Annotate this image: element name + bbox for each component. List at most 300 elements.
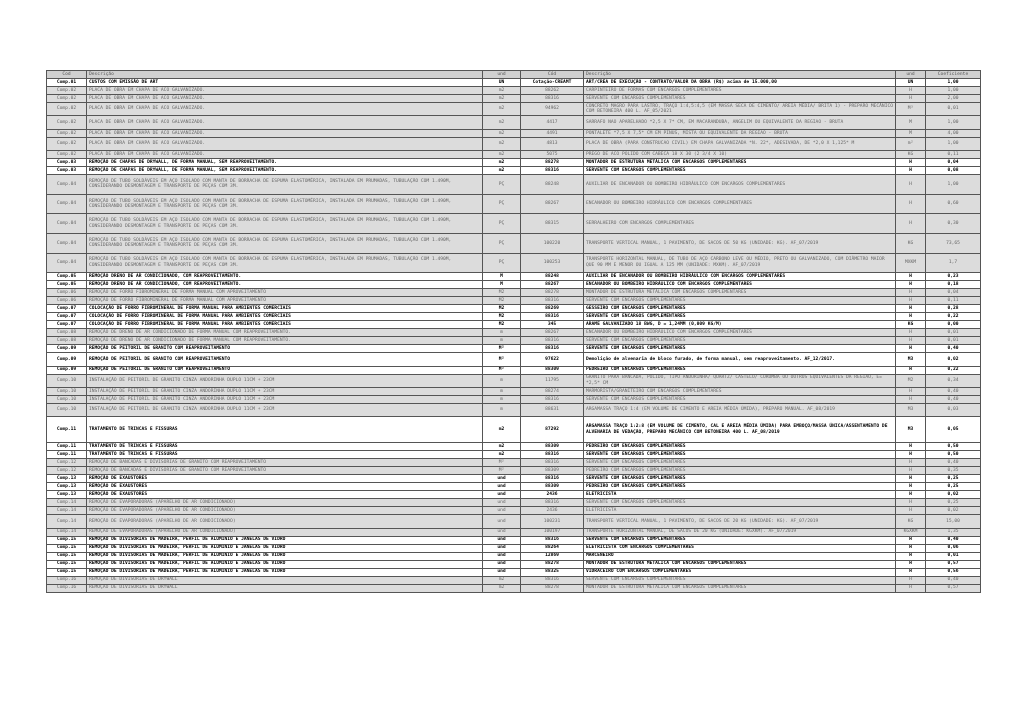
cell-item-code: 88309 bbox=[521, 483, 584, 491]
table-row bbox=[47, 366, 981, 374]
header-descricao: Descrição bbox=[87, 71, 483, 79]
cell-code: Comp.02 bbox=[47, 137, 87, 150]
table-row bbox=[47, 515, 981, 528]
cell-unit: PÇ bbox=[483, 233, 521, 253]
cell-item-description: TRANSPORTE VERTICAL MANUAL, 1 PAVIMENTO, DE SACOS DE 50 KG (UNIDADE: KG). AF_07/2019 bbox=[584, 233, 896, 253]
cell-code: Comp.06 bbox=[47, 289, 87, 297]
cell-code: Comp.11 bbox=[47, 417, 87, 443]
table-row bbox=[47, 584, 981, 592]
cell-item-description: PEDREIRO COM ENCARGOS COMPLEMENTARES bbox=[584, 467, 896, 475]
cell-code: Comp.02 bbox=[47, 116, 87, 129]
table-row bbox=[47, 491, 981, 499]
cell-unit: m2 bbox=[483, 443, 521, 451]
cell-item-description: MONTADOR DE ESTRUTURA METÁLICA COM ENCARGOS COMPLEMENTARES bbox=[584, 584, 896, 592]
cell-item-code: 97622 bbox=[521, 353, 584, 366]
cell-coefficient: 1,7 bbox=[926, 253, 981, 273]
cell-coefficient: 0,11 bbox=[926, 297, 981, 305]
cell-code: Comp.08 bbox=[47, 337, 87, 345]
cell-unit: M2 bbox=[483, 321, 521, 329]
cell-description: REMOÇÃO DE EVAPORADORAS (APARELHO DE AR CONDICIONADO) bbox=[87, 499, 483, 507]
cell-item-code: 88278 bbox=[521, 584, 584, 592]
cell-item-description: ELETRICISTA COM ENCARGOS COMPLEMENTARES bbox=[584, 544, 896, 552]
cell-item-code: 88262 bbox=[521, 87, 584, 95]
cell-description: REMOÇÃO DE EXAUSTORES bbox=[87, 475, 483, 483]
cell-code: Comp.05 bbox=[47, 281, 87, 289]
cell-item-code: 88325 bbox=[521, 568, 584, 576]
cell-item-unit: H bbox=[896, 87, 926, 95]
header-row bbox=[47, 71, 981, 79]
cell-item-unit: H bbox=[896, 281, 926, 289]
cell-item-unit: KG bbox=[896, 321, 926, 329]
cell-item-unit: H bbox=[896, 345, 926, 353]
cell-item-unit: H bbox=[896, 305, 926, 313]
cell-unit: m2 bbox=[483, 576, 521, 584]
cell-code: Comp.07 bbox=[47, 305, 87, 313]
cell-item-unit: H bbox=[896, 395, 926, 403]
cell-item-description: VIDRACEIRO COM ENCARGOS COMPLEMENTARES bbox=[584, 568, 896, 576]
cell-coefficient: 0,57 bbox=[926, 584, 981, 592]
table-row bbox=[47, 305, 981, 313]
cell-item-code: 88316 bbox=[521, 536, 584, 544]
table-row bbox=[47, 116, 981, 129]
table-row bbox=[47, 576, 981, 584]
cell-code: Comp.09 bbox=[47, 345, 87, 353]
cell-item-code: 2436 bbox=[521, 491, 584, 499]
cell-unit: m2 bbox=[483, 116, 521, 129]
table-row bbox=[47, 536, 981, 544]
cell-unit: m2 bbox=[483, 129, 521, 137]
cell-code: Comp.04 bbox=[47, 214, 87, 234]
cell-item-description: PEDREIRO COM ENCARGOS COMPLEMENTARES bbox=[584, 483, 896, 491]
cell-code: Comp.09 bbox=[47, 366, 87, 374]
cell-unit: und bbox=[483, 544, 521, 552]
table-row bbox=[47, 499, 981, 507]
cell-coefficient: 0,04 bbox=[926, 159, 981, 167]
header-insumo-descricao: Descrição bbox=[584, 71, 896, 79]
header-coeficiente: Coeficiente bbox=[926, 71, 981, 79]
cell-unit: UN bbox=[483, 79, 521, 87]
cell-item-description: SERVENTE COM ENCARGOS COMPLEMENTARES bbox=[584, 313, 896, 321]
cell-item-code: 345 bbox=[521, 321, 584, 329]
cell-description: REMOÇÃO DE CHAPAS DE DRYWALL, DE FORMA MANUAL, SEM REAPROVEITAMENTO. bbox=[87, 159, 483, 167]
cell-coefficient: 1,00 bbox=[926, 175, 981, 195]
cell-description: COLOCAÇÃO DE FORRO FIBROMINERAL DE FORMA MANUAL PARA AMBIENTES COMERCIAIS bbox=[87, 313, 483, 321]
table-row bbox=[47, 273, 981, 281]
cell-item-code: 88278 bbox=[521, 289, 584, 297]
table-row bbox=[47, 467, 981, 475]
cell-coefficient: 15,00 bbox=[926, 515, 981, 528]
cell-code: Comp.03 bbox=[47, 159, 87, 167]
cell-item-description: GESSEIRO COM ENCARGOS COMPLEMENTARES bbox=[584, 305, 896, 313]
cell-item-unit: H bbox=[896, 289, 926, 297]
cell-item-description: ENCANADOR OU BOMBEIRO HIDRÁULICO COM ENCARGOS COMPLEMENTARES bbox=[584, 281, 896, 289]
cell-coefficient: 0,57 bbox=[926, 560, 981, 568]
cell-unit: und bbox=[483, 568, 521, 576]
cell-item-unit: UN bbox=[896, 79, 926, 87]
cell-code: Comp.01 bbox=[47, 79, 87, 87]
cell-code: Comp.11 bbox=[47, 443, 87, 451]
cell-description: REMOÇÃO DE PEITORIL DE GRANITO COM REAPROVEITAMENTO bbox=[87, 345, 483, 353]
cell-item-description: CARPINTEIRO DE FORMAS COM ENCARGOS COMPLEMENTARES bbox=[584, 87, 896, 95]
cell-coefficient: 0,25 bbox=[926, 483, 981, 491]
table-row bbox=[47, 345, 981, 353]
cell-item-unit: H bbox=[896, 576, 926, 584]
cell-description: REMOÇÃO DE DIVISÓRIAS DE MADEIRA, PERFIL DE ALUMINIO E JANELAS DE VIDRO bbox=[87, 568, 483, 576]
table-row bbox=[47, 552, 981, 560]
cell-unit: und bbox=[483, 552, 521, 560]
cell-item-unit: M bbox=[896, 129, 926, 137]
cell-item-description: AUXILIAR DE ENCANADOR OU BOMBEIRO HIDRÁULICO COM ENCARGOS COMPLEMENTARES bbox=[584, 175, 896, 195]
table-row bbox=[47, 337, 981, 345]
cell-unit: PÇ bbox=[483, 194, 521, 214]
cell-item-unit: M³ bbox=[896, 103, 926, 116]
cell-item-unit: KG bbox=[896, 515, 926, 528]
cell-unit: m2 bbox=[483, 151, 521, 159]
cell-item-description: PEDREIRO COM ENCARGOS COMPLEMENTARES bbox=[584, 443, 896, 451]
cell-coefficient: 0,35 bbox=[926, 467, 981, 475]
cell-item-unit: H bbox=[896, 584, 926, 592]
cell-item-unit: H bbox=[896, 366, 926, 374]
cell-unit: m2 bbox=[483, 417, 521, 443]
table-row bbox=[47, 475, 981, 483]
cell-item-unit: KG bbox=[896, 233, 926, 253]
cell-code: Comp.15 bbox=[47, 568, 87, 576]
cell-unit: m2 bbox=[483, 584, 521, 592]
cell-unit: M bbox=[483, 281, 521, 289]
cell-item-unit: m² bbox=[896, 137, 926, 150]
cell-description: PLACA DE OBRA EM CHAPA DE ACO GALVANIZADO. bbox=[87, 95, 483, 103]
cell-item-code: 88316 bbox=[521, 499, 584, 507]
cell-unit: M2 bbox=[483, 297, 521, 305]
cell-item-unit: H bbox=[896, 337, 926, 345]
cell-item-description: TRANSPORTE HORIZONTAL MANUAL, DE TUBO DE AÇO CARBONO LEVE OU MÉDIO, PRETO OU GALVANIZADO, COM DIÂMETRO MAIOR QUE 90 MM E MENOR OU IGUAL A 125 MM (UNIDADE: MXKM). AF_07/2019 bbox=[584, 253, 896, 273]
cell-item-description: ART/CREA DE EXECUÇÃO - CONTRATO/VALOR DA OBRA (R$) acima de 15.000,00 bbox=[584, 79, 896, 87]
cell-item-unit: H bbox=[896, 451, 926, 459]
cell-item-description: ARAME GALVANIZADO 18 BWG, D = 1,24MM (0,009 KG/M) bbox=[584, 321, 896, 329]
table-row bbox=[47, 297, 981, 305]
cell-coefficient: 0,01 bbox=[926, 552, 981, 560]
cell-item-unit: H bbox=[896, 95, 926, 103]
cell-coefficient: 0,18 bbox=[926, 281, 981, 289]
cell-code: Comp.12 bbox=[47, 459, 87, 467]
cell-item-unit: H bbox=[896, 475, 926, 483]
cell-item-code: 94962 bbox=[521, 103, 584, 116]
cell-description: REMOÇÃO DE EVAPORADORAS (APARELHO DE AR CONDICIONADO) bbox=[87, 507, 483, 515]
cell-item-code: 88267 bbox=[521, 194, 584, 214]
table-row bbox=[47, 483, 981, 491]
cell-item-description: MONTADOR DE ESTRUTURA METÁLICA COM ENCARGOS COMPLEMENTARES bbox=[584, 560, 896, 568]
cell-item-code: 88316 bbox=[521, 313, 584, 321]
cell-coefficient: 0,11 bbox=[926, 151, 981, 159]
table-row bbox=[47, 281, 981, 289]
cell-unit: m2 bbox=[483, 159, 521, 167]
table-row bbox=[47, 194, 981, 214]
cell-unit: M² bbox=[483, 366, 521, 374]
cell-description: INSTALAÇÃO DE PEITORIL DE GRANITO CINZA ANDORINHA DUPLO 11CM + 23CM bbox=[87, 403, 483, 416]
cell-description: PLACA DE OBRA EM CHAPA DE ACO GALVANIZADO. bbox=[87, 129, 483, 137]
cell-unit: m2 bbox=[483, 103, 521, 116]
cell-item-unit: H bbox=[896, 459, 926, 467]
cell-description: REMOÇÃO DE TUBO SOLDÁVEIS EM AÇO ISOLADO COM MANTA DE BORRACHA DE ESPUMA ELASTOMÉRICA, INSTALADA EM PRUMADAS, TUBULAÇÃO COM 1.490M, CONSIDERANDO DESMONTAGEM E TRANSPORTE DE PEÇAS COM 3M. bbox=[87, 233, 483, 253]
cell-unit: PÇ bbox=[483, 253, 521, 273]
cell-item-code: 88274 bbox=[521, 387, 584, 395]
cell-coefficient: 0,56 bbox=[926, 568, 981, 576]
cell-code: Comp.14 bbox=[47, 507, 87, 515]
cell-code: Comp.04 bbox=[47, 253, 87, 273]
cell-description: TRATAMENTO DE TRINCAS E FISSURAS bbox=[87, 451, 483, 459]
cell-item-unit: H bbox=[896, 544, 926, 552]
cell-item-description: PREGO DE ACO POLIDO COM CABECA 18 X 30 (2 3/4 X 10) bbox=[584, 151, 896, 159]
table-row bbox=[47, 95, 981, 103]
cell-unit: m bbox=[483, 387, 521, 395]
cell-item-description: SERVENTE COM ENCARGOS COMPLEMENTARES bbox=[584, 576, 896, 584]
cell-description: REMOÇÃO DRENO DE AR CONDICIONADO, COM REAPROVEITAMENTO. bbox=[87, 281, 483, 289]
cell-item-unit: H bbox=[896, 297, 926, 305]
cell-item-code: 88309 bbox=[521, 366, 584, 374]
table-row bbox=[47, 167, 981, 175]
cell-code: Comp.04 bbox=[47, 194, 87, 214]
table-row bbox=[47, 353, 981, 366]
cell-item-code: 87292 bbox=[521, 417, 584, 443]
cell-description: REMOÇÃO DE BANCADAS E DIVISÓRIAS DE GRANITO COM REAPROVEITAMENTO bbox=[87, 467, 483, 475]
cell-code: Comp.06 bbox=[47, 297, 87, 305]
cell-unit: und bbox=[483, 528, 521, 536]
cell-coefficient: 0,22 bbox=[926, 366, 981, 374]
cell-code: Comp.13 bbox=[47, 491, 87, 499]
cell-code: Comp.08 bbox=[47, 329, 87, 337]
cell-item-unit: H bbox=[896, 273, 926, 281]
cell-unit: und bbox=[483, 483, 521, 491]
header-und: und bbox=[483, 71, 521, 79]
cell-item-code: 88316 bbox=[521, 475, 584, 483]
cell-coefficient: 0,01 bbox=[926, 337, 981, 345]
cell-description: PLACA DE OBRA EM CHAPA DE ACO GALVANIZADO. bbox=[87, 137, 483, 150]
cell-unit: M bbox=[483, 273, 521, 281]
cell-item-unit: H bbox=[896, 167, 926, 175]
cell-coefficient: 0,02 bbox=[926, 507, 981, 515]
cell-item-description: MARCENEIRO bbox=[584, 552, 896, 560]
cell-code: Comp.04 bbox=[47, 233, 87, 253]
cell-coefficient: 0,05 bbox=[926, 417, 981, 443]
cell-item-description: SERVENTE COM ENCARGOS COMPLEMENTARES bbox=[584, 451, 896, 459]
cell-item-code: 88269 bbox=[521, 305, 584, 313]
cell-code: Comp.03 bbox=[47, 167, 87, 175]
cell-coefficient: 0,25 bbox=[926, 475, 981, 483]
cell-code: Comp.02 bbox=[47, 95, 87, 103]
cell-coefficient: 1,00 bbox=[926, 116, 981, 129]
cell-item-description: ARGAMASSA TRAÇO 1:2:8 (EM VOLUME DE CIMENTO, CAL E AREIA MÉDIA ÚMIDA) PARA EMBOÇO/MASSA ÚNICA/ASSENTAMENTO DE ALVENARIA DE VEDAÇÃO, PREPARO MECÂNICO COM BETONEIRA 400 L. AF_08/2019 bbox=[584, 417, 896, 443]
cell-coefficient: 0,40 bbox=[926, 576, 981, 584]
cell-item-code: 4813 bbox=[521, 137, 584, 150]
cell-item-code: 88316 bbox=[521, 345, 584, 353]
cell-coefficient: 0,25 bbox=[926, 499, 981, 507]
table-row bbox=[47, 459, 981, 467]
table-row bbox=[47, 79, 981, 87]
composition-table bbox=[46, 70, 981, 593]
cell-item-unit: H bbox=[896, 507, 926, 515]
cell-description: REMOÇÃO DE PEITORIL DE GRANITO COM REAPROVEITAMENTO bbox=[87, 353, 483, 366]
cell-item-code: 88248 bbox=[521, 175, 584, 195]
cell-unit: m2 bbox=[483, 95, 521, 103]
table-row bbox=[47, 528, 981, 536]
cell-description: TRATAMENTO DE TRINCAS E FISSURAS bbox=[87, 443, 483, 451]
cell-coefficient: 0,00 bbox=[926, 321, 981, 329]
table-row bbox=[47, 568, 981, 576]
cell-item-code: 88315 bbox=[521, 214, 584, 234]
cell-item-code: 100231 bbox=[521, 515, 584, 528]
cell-coefficient: 73,65 bbox=[926, 233, 981, 253]
cell-code: Comp.02 bbox=[47, 87, 87, 95]
cell-item-unit: H bbox=[896, 536, 926, 544]
cell-coefficient: 0,04 bbox=[926, 289, 981, 297]
cell-description: INSTALAÇÃO DE PEITORIL DE GRANITO CINZA ANDORINHA DUPLO 11CM + 23CM bbox=[87, 395, 483, 403]
cell-item-code: 100197 bbox=[521, 528, 584, 536]
cell-item-unit: M3 bbox=[896, 353, 926, 366]
cell-item-unit: H bbox=[896, 467, 926, 475]
cell-code: Comp.09 bbox=[47, 353, 87, 366]
cell-code: Comp.13 bbox=[47, 475, 87, 483]
cell-code: Comp.07 bbox=[47, 321, 87, 329]
table-row bbox=[47, 403, 981, 416]
cell-code: Comp.02 bbox=[47, 103, 87, 116]
cell-unit: und bbox=[483, 536, 521, 544]
table-row bbox=[47, 451, 981, 459]
cell-description: COLOCAÇÃO DE FORRO FIBROMINERAL DE FORMA MANUAL PARA AMBIENTES COMERCIAIS bbox=[87, 321, 483, 329]
cell-item-code: 88309 bbox=[521, 467, 584, 475]
cell-coefficient: 0,28 bbox=[926, 305, 981, 313]
cell-description: PLACA DE OBRA EM CHAPA DE ACO GALVANIZADO. bbox=[87, 87, 483, 95]
cell-coefficient: 0,34 bbox=[926, 374, 981, 387]
table-row bbox=[47, 289, 981, 297]
cell-description: REMOÇÃO DE DIVISÓRIAS DE DRYWALL bbox=[87, 576, 483, 584]
cell-coefficient: 0,40 bbox=[926, 536, 981, 544]
table-row bbox=[47, 103, 981, 116]
cell-item-unit: H bbox=[896, 568, 926, 576]
table-row bbox=[47, 321, 981, 329]
cell-unit: und bbox=[483, 491, 521, 499]
table-row bbox=[47, 329, 981, 337]
cell-code: Comp.11 bbox=[47, 451, 87, 459]
cell-coefficient: 4,00 bbox=[926, 129, 981, 137]
cell-item-code: 88316 bbox=[521, 576, 584, 584]
cell-code: Comp.16 bbox=[47, 584, 87, 592]
cell-description: REMOÇÃO DE DIVISÓRIAS DE DRYWALL bbox=[87, 584, 483, 592]
cell-item-code: 12869 bbox=[521, 552, 584, 560]
cell-item-unit: KGXKM bbox=[896, 528, 926, 536]
table-row bbox=[47, 560, 981, 568]
cell-item-code: 88309 bbox=[521, 443, 584, 451]
cell-description: REMOÇÃO DE EVAPORADORAS (APARELHO DE AR CONDICIONADO) bbox=[87, 515, 483, 528]
cell-code: Comp.10 bbox=[47, 395, 87, 403]
cell-description: REMOÇÃO DE CHAPAS DE DRYWALL, DE FORMA MANUAL, SEM REAPROVEITAMENTO. bbox=[87, 167, 483, 175]
cell-item-code: 88316 bbox=[521, 459, 584, 467]
cell-item-unit: MXKM bbox=[896, 253, 926, 273]
cell-item-unit: M bbox=[896, 116, 926, 129]
cell-item-unit: H bbox=[896, 387, 926, 395]
cell-unit: M² bbox=[483, 353, 521, 366]
cell-description: COLOCAÇÃO DE FORRO FIBROMINERAL DE FORMA MANUAL PARA AMBIENTES COMERCIAIS bbox=[87, 305, 483, 313]
cell-coefficient: 0,03 bbox=[926, 403, 981, 416]
cell-unit: und bbox=[483, 507, 521, 515]
cell-code: Comp.15 bbox=[47, 536, 87, 544]
cell-item-description: GRANITO PARA BANCADA, POLIDO, TIPO ANDORINHA/ QUARTZ/ CASTELO/ CORUMBA OU OUTROS EQUIVALENTES DA REGIAO, E= *2,5* CM bbox=[584, 374, 896, 387]
table-row bbox=[47, 253, 981, 273]
cell-item-description: CONCRETO MAGRO PARA LASTRO, TRAÇO 1:4,5:4,5 (EM MASSA SECA DE CIMENTO/ AREIA MÉDIA/ BRITA 1) - PREPARO MECÂNICO COM BETONEIRA 400 L. AF_05/2021 bbox=[584, 103, 896, 116]
cell-code: Comp.07 bbox=[47, 313, 87, 321]
cell-coefficient: 0,40 bbox=[926, 345, 981, 353]
cell-item-code: 88278 bbox=[521, 159, 584, 167]
cell-coefficient: 0,02 bbox=[926, 353, 981, 366]
cell-item-description: Demolição de alvenaria de bloco furado, de forma manual, sem reaproveitamento. AF_12/2017. bbox=[584, 353, 896, 366]
cell-item-code: 88316 bbox=[521, 337, 584, 345]
cell-description: REMOÇÃO DE TUBO SOLDÁVEIS EM AÇO ISOLADO COM MANTA DE BORRACHA DE ESPUMA ELASTOMÉRICA, INSTALADA EM PRUMADAS, TUBULAÇÃO COM 1.490M, CONSIDERANDO DESMONTAGEM E TRANSPORTE DE PEÇAS COM 3M. bbox=[87, 175, 483, 195]
cell-item-description: AUXILIAR DE ENCANADOR OU BOMBEIRO HIDRÁULICO COM ENCARGOS COMPLEMENTARES bbox=[584, 273, 896, 281]
cell-item-description: PONTALETE *7,5 X 7,5* CM EM PINUS, MISTA OU EQUIVALENTE DA REGIAO - BRUTA bbox=[584, 129, 896, 137]
table-row bbox=[47, 374, 981, 387]
table-row bbox=[47, 443, 981, 451]
cell-item-unit: H bbox=[896, 313, 926, 321]
cell-description: REMOÇÃO DE DRENO DE AR CONDICIONADO DE FORMA MANUAL COM REAPROVEITAMENTO. bbox=[87, 329, 483, 337]
header-cod: Cod bbox=[47, 71, 87, 79]
table-row bbox=[47, 395, 981, 403]
table-row bbox=[47, 507, 981, 515]
cell-coefficient: 1,00 bbox=[926, 79, 981, 87]
cell-description: REMOÇÃO DE DIVISÓRIAS DE MADEIRA, PERFIL DE ALUMINIO E JANELAS DE VIDRO bbox=[87, 560, 483, 568]
cell-item-code: 88316 bbox=[521, 95, 584, 103]
table-row bbox=[47, 544, 981, 552]
cell-item-code: 88316 bbox=[521, 167, 584, 175]
cell-item-description: SERVENTE COM ENCARGOS COMPLEMENTARES bbox=[584, 337, 896, 345]
cell-item-description: SERVENTE COM ENCARGOS COMPLEMENTARES bbox=[584, 167, 896, 175]
cell-coefficient: 0,06 bbox=[926, 544, 981, 552]
cell-item-unit: H bbox=[896, 329, 926, 337]
cell-unit: M2 bbox=[483, 289, 521, 297]
table-row bbox=[47, 129, 981, 137]
cell-item-description: MONTADOR DE ESTRUTURA METÁLICA COM ENCARGOS COMPLEMENTARES bbox=[584, 289, 896, 297]
cell-code: Comp.10 bbox=[47, 387, 87, 395]
cell-item-unit: H bbox=[896, 499, 926, 507]
cell-unit: M2 bbox=[483, 313, 521, 321]
cell-item-code: 5075 bbox=[521, 151, 584, 159]
cell-item-code: 88316 bbox=[521, 297, 584, 305]
cell-coefficient: 0,30 bbox=[926, 214, 981, 234]
cell-code: Comp.14 bbox=[47, 528, 87, 536]
cell-item-description: SERVENTE COM ENCARGOS COMPLEMENTARES bbox=[584, 95, 896, 103]
cell-item-description: SERVENTE COM ENCARGOS COMPLEMENTARES bbox=[584, 475, 896, 483]
cell-item-code: 4417 bbox=[521, 116, 584, 129]
cell-coefficient: 0,23 bbox=[926, 273, 981, 281]
cell-description: REMOÇÃO DE EXAUSTORES bbox=[87, 483, 483, 491]
cell-description: PLACA DE OBRA EM CHAPA DE ACO GALVANIZADO. bbox=[87, 151, 483, 159]
cell-unit: PÇ bbox=[483, 214, 521, 234]
cell-description: REMOÇÃO DE TUBO SOLDÁVEIS EM AÇO ISOLADO COM MANTA DE BORRACHA DE ESPUMA ELASTOMÉRICA, INSTALADA EM PRUMADAS, TUBULAÇÃO COM 1.490M, CONSIDERANDO DESMONTAGEM E TRANSPORTE DE PEÇAS COM 3M. bbox=[87, 214, 483, 234]
cell-item-description: PEDREIRO COM ENCARGOS COMPLEMENTARES bbox=[584, 366, 896, 374]
cell-item-code: 88267 bbox=[521, 281, 584, 289]
table-row bbox=[47, 417, 981, 443]
cell-code: Comp.02 bbox=[47, 129, 87, 137]
cell-unit: M² bbox=[483, 467, 521, 475]
cell-coefficient: 1,35 bbox=[926, 528, 981, 536]
cell-description: REMOÇÃO DE DRENO DE AR CONDICIONADO DE FORMA MANUAL COM REAPROVEITAMENTO. bbox=[87, 337, 483, 345]
cell-coefficient: 2,00 bbox=[926, 95, 981, 103]
cell-item-description: MARMORISTA/GRANITEIRO COM ENCARGOS COMPLEMENTARES bbox=[584, 387, 896, 395]
cell-unit: m2 bbox=[483, 167, 521, 175]
cell-description: REMOÇÃO DE EXAUSTORES bbox=[87, 491, 483, 499]
cell-code: Comp.02 bbox=[47, 151, 87, 159]
cell-coefficient: 0,50 bbox=[926, 451, 981, 459]
cell-description: REMOÇÃO DE FORRO FIBROMINERAL DE FORMA MANUAL COM APROVEITAMENTO bbox=[87, 289, 483, 297]
cell-description: REMOÇÃO DE BANCADAS E DIVISÓRIAS DE GRANITO COM REAPROVEITAMENTO bbox=[87, 459, 483, 467]
